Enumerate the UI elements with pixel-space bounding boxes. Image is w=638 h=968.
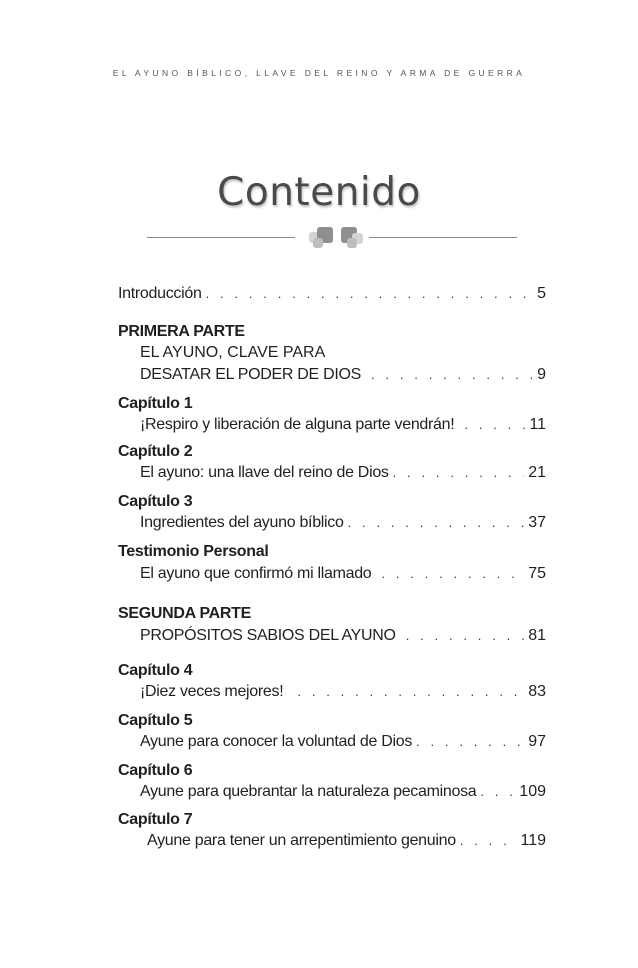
dot-leader [381,566,524,581]
toc-entry-title: ¡Respiro y liberación de alguna parte vendrán! [140,416,455,433]
dot-leader [460,833,517,848]
toc-entry-chapter-5[interactable] [140,733,546,751]
toc-entry-page: 75 [528,565,546,582]
toc-entry-page: 11 [529,416,546,433]
page-title: Contenido [217,170,421,215]
toc-entry-testimony[interactable] [140,565,546,583]
dot-leader [297,684,524,699]
square-ornament-icon [295,226,369,250]
toc-entry-title: Ayune para tener un arrepentimiento genuino [147,832,456,849]
toc-entry-part2[interactable] [140,627,546,645]
toc-entry-page: 37 [528,514,546,531]
toc-entry-page: 109 [519,783,546,800]
toc-entry-title: Ingredientes del ayuno bíblico [140,514,344,531]
toc-entry-title: PROPÓSITOS SABIOS DEL AYUNO [140,627,396,644]
toc-entry-title: DESATAR EL PODER DE DIOS [140,366,361,383]
testimony-heading: Testimonio Personal [118,543,269,560]
title-ornament-rule [147,226,517,250]
chapter-heading-5: Capítulo 5 [118,712,193,729]
dot-leader [464,417,525,432]
chapter-heading-2: Capítulo 2 [118,443,193,460]
chapter-heading-3: Capítulo 3 [118,493,193,510]
running-head: EL AYUNO BÍBLICO, LLAVE DEL REINO Y ARMA DE GUERRA [112,68,526,78]
dot-leader [393,465,525,480]
toc-entry-part1[interactable] [140,366,546,384]
toc-entry-title: Ayune para conocer la voluntad de Dios [140,733,413,750]
toc-entry-page: 81 [528,627,546,644]
dot-leader [206,286,534,301]
toc-entry-page: 83 [528,683,546,700]
toc-entry-chapter-7[interactable] [147,832,546,850]
part-heading-primera: PRIMERA PARTE [118,323,245,340]
toc-entry-title: Ayune para quebrantar la naturaleza pecaminosa [140,783,477,800]
rule-line-left [147,237,295,238]
toc-entry-page: 21 [528,464,546,481]
toc-entry-title: El ayuno: una llave del reino de Dios [140,464,389,481]
dot-leader [480,784,515,799]
toc-entry-chapter-6[interactable] [140,783,546,801]
toc-entry-chapter-4[interactable] [140,683,546,701]
part-heading-segunda: SEGUNDA PARTE [118,605,251,622]
dot-leader [406,628,525,643]
toc-entry-title: ¡Diez veces mejores! [140,683,284,700]
toc-entry-chapter-3[interactable] [140,514,546,532]
toc-entry-page: 5 [537,285,546,302]
rule-line-right [369,237,517,238]
toc-entry-page: 97 [528,733,546,750]
toc-entry-title: El ayuno que confirmó mi llamado [140,565,372,582]
toc-entry-title: Introducción [118,285,202,302]
chapter-heading-6: Capítulo 6 [118,762,193,779]
toc-entry-introduccion[interactable] [118,285,546,303]
dot-leader [416,734,524,749]
chapter-heading-1: Capítulo 1 [118,395,193,412]
dot-leader [371,367,533,382]
chapter-heading-7: Capítulo 7 [118,811,193,828]
toc-entry-page: 119 [520,832,546,849]
toc-entry-chapter-2[interactable] [140,464,546,482]
part-subtitle-line1: EL AYUNO, CLAVE PARA [140,344,326,361]
chapter-heading-4: Capítulo 4 [118,662,193,679]
dot-leader [348,515,525,530]
toc-entry-page: 9 [537,366,546,383]
toc-entry-chapter-1[interactable] [140,416,546,434]
